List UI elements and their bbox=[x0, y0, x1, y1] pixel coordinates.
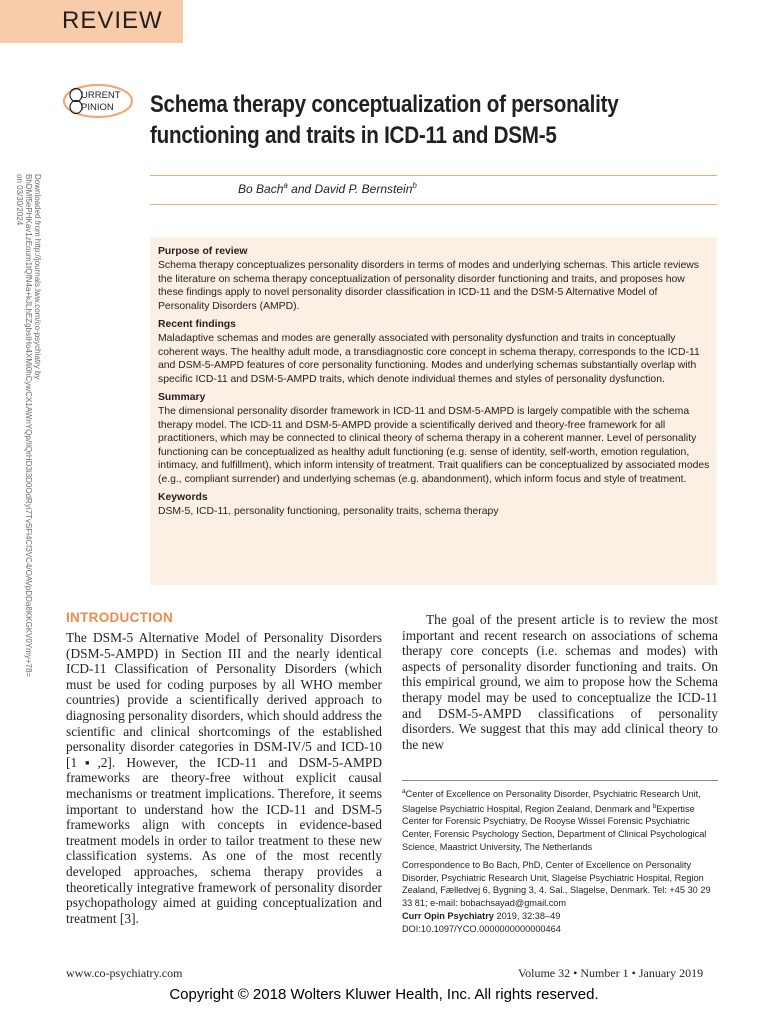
findings-text: Maladaptive schemas and modes are generally associated with personality dysfunction and traits in conceptually coherent ways. The healthy adult mode, a transdiagnostic core concept in schema therapy, corresponds to the ICD-11 and DSM-5-AMPD features of core personality functioning. Modes and underlying schemas substantially overlap with specific ICD-11 and DSM-5-AMPD traits, which denote individual themes and styles of personality dysfunction. bbox=[158, 333, 700, 385]
download-watermark-text: Downloaded from http://journals.lww.com/co-psychiatry by BhDMf5ePHKav1zEoum1tQfN4a+kJLhEZgbsIHo4XMi0hCywCX1AWnYQp/IlQrHD3i3D0OdRyi7TvSFl4Cf3VC4/OAVpDDa8KKGKV0Ymy+78= on 03/30/2024 bbox=[15, 174, 42, 678]
title-line-1: Schema therapy conceptualization of personality bbox=[150, 91, 619, 118]
journal-citation bbox=[402, 910, 718, 923]
citation-details: 2019, 32:38–49 bbox=[493, 911, 561, 922]
journal-name: Curr Opin Psychiatry bbox=[402, 911, 494, 922]
author-2: David P. Bernstein bbox=[314, 182, 413, 196]
keywords-text: DSM-5, ICD-11, personality functioning, personality traits, schema therapy bbox=[158, 506, 499, 517]
footnote-rule bbox=[402, 780, 718, 781]
section-tag bbox=[0, 0, 183, 43]
purpose-text: Schema therapy conceptualizes personality disorders in terms of modes and underlying schemas. This article reviews the literature on schema therapy conceptualization of personality disorder functioning and traits, and proposes how these findings apply to novel personality disorder classification in ICD-11 and the DSM-5 Alternative Model of Personality Disorders (AMPD). bbox=[158, 260, 699, 312]
author-1: Bo Bach bbox=[238, 182, 284, 196]
copyright-notice: Copyright © 2018 Wolters Kluwer Health, Inc. All rights reserved. bbox=[169, 986, 599, 1003]
issue-info: Volume 32 • Number 1 • January 2019 bbox=[518, 966, 704, 980]
introduction-heading: INTRODUCTION bbox=[66, 610, 174, 625]
author-and: and bbox=[287, 182, 315, 196]
findings-heading: Recent findings bbox=[158, 319, 236, 330]
affil-sup-a: a bbox=[402, 788, 406, 795]
correspondence-text: Correspondence to Bo Bach, PhD, Center of Excellence on Personality Disorder, Psychiatric Research Unit, Slagelse Psychiatric Hospital, Region Zealand, Fælledvej 6, Bygning 3, 4. Sal., Slagelse, Denmark. Tel: +45 30 29 33 81; e-mail: bobachsayad@gmail.com bbox=[402, 860, 711, 908]
intro-left-column: The DSM-5 Alternative Model of Personality Disorders (DSM-5-AMPD) in Section III and the nearly identical ICD-11 Classification of Personality Disorders (which must be used for coding purposes by all WHO member countries) provide a scientifically derived approach to diagnosing personality disorders, which should address the scientific and clinical shortcomings of the established personality disorder categories in DSM-IV/5 and ICD-10 [1▪,2]. However, the ICD-11 and DSM-5-AMPD frameworks are theory-free without explicit causal mechanisms or treatment implications. Therefore, it seems important to understand how the ICD-11 and DSM-5 frameworks align with concepts in evidence-based treatment models in order to tailor treatment to these new classification systems. As one of the most recently developed approaches, schema therapy provides a theoretically integrative framework of personality disorder psychopathology aimed at guiding conceptualization and treatment [3]. bbox=[66, 630, 382, 926]
author-1-affil: a bbox=[283, 181, 288, 190]
title-line-2: functioning and traits in ICD-11 and DSM-5 bbox=[150, 122, 557, 149]
author-list bbox=[238, 181, 417, 196]
current-opinion-logo bbox=[62, 83, 134, 119]
keywords-heading: Keywords bbox=[158, 492, 208, 503]
article-title bbox=[150, 89, 632, 151]
authors-rule bbox=[150, 204, 717, 205]
intro-right-column: The goal of the present article is to review the most important and recent research on associations of schema therapy core concepts (i.e. schemas and modes) with aspects of personality disorder functioning and traits. On this empirical ground, we aim to propose how the Schema therapy model may be used to conceptualize the ICD-11 and DSM-5-AMPD classifications of personality disorders. We suggest that this may add clinical theory to the new bbox=[402, 612, 718, 752]
section-tag-label: REVIEW bbox=[62, 7, 163, 34]
download-watermark bbox=[15, 174, 42, 678]
affil-a: Center of Excellence on Personality Disorder, Psychiatric Research Unit, Slagelse Psychiatric Hospital, Region Zealand, Denmark and bbox=[402, 789, 701, 814]
summary-heading: Summary bbox=[158, 392, 206, 403]
affil-sup-b: b bbox=[652, 802, 657, 810]
doi: DOI:10.1097/YCO.0000000000000464 bbox=[402, 924, 561, 935]
affiliation-text bbox=[402, 786, 718, 853]
journal-website: www.co-psychiatry.com bbox=[66, 966, 183, 980]
purpose-heading: Purpose of review bbox=[158, 246, 248, 257]
logo-line2: PINION bbox=[81, 102, 114, 113]
affiliations-footnote bbox=[402, 786, 718, 936]
title-rule bbox=[150, 175, 717, 176]
affil-b: Expertise Center for Forensic Psychiatry, De Rooyse Wissel Forensic Psychiatric Center, Forensic Psychology Section, Department of Clinical Psychological Science, Maastrict University, The Netherlands bbox=[402, 803, 707, 852]
abstract-box bbox=[150, 237, 717, 585]
logo-line1: URRENT bbox=[81, 90, 121, 101]
author-2-affil: b bbox=[412, 181, 417, 190]
summary-text: The dimensional personality disorder framework in ICD-11 and DSM-5-AMPD is largely compatible with the schema therapy model. The ICD-11 and DSM-5-AMPD provide a scientifically derived and theory-free framework for all practitioners, which may be connected to clinical theory of schema therapy in a coherent manner. Level of personality functioning can be conceptualized as healthy adult functioning (e.g. sense of identity, self-worth, emotion regulation, intimacy, and fulfillment), which inform intensity of treatment. Trait qualifiers can be conceptualized by associated modes (e.g., compliant surrender) and underlying schemas (e.g. abandonment), which inform focus and style of treatment. bbox=[158, 406, 710, 485]
